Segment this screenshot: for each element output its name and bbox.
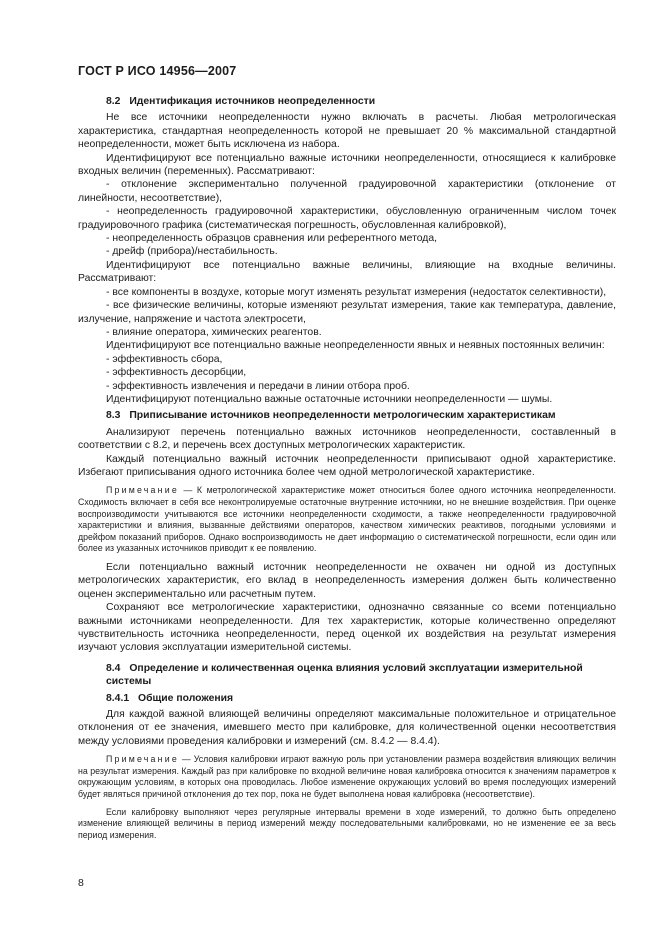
list-item: - дрейф (прибора)/нестабильность. bbox=[106, 246, 278, 258]
list-item: - влияние оператора, химических реагентов. bbox=[106, 326, 322, 338]
paragraph: Анализируют перечень потенциально важных источников неопределенности, составленный в соответствии с 8.2, и перечень всех доступных метрологических характеристик. bbox=[78, 426, 616, 452]
paragraph: Если потенциально важный источник неопределенности не охвачен ни одной из доступных метрологических характеристик, его вклад в неопределенность измерения должен быть количественно оценен экспериментально или расчетным путем. bbox=[78, 561, 616, 600]
page-header: ГОСТ Р ИСО 14956—2007 bbox=[78, 64, 237, 78]
note-continuation: Если калибровку выполняют через регулярные интервалы времени в ходе измерений, то должно быть определено изменение влияющей величины в период измерений между последовательными калибровками, но не изменение ее за весь период измерения. bbox=[78, 806, 616, 840]
paragraph: Идентифицируют все потенциально важные величины, влияющие на входные величины. Рассматривают: bbox=[78, 259, 616, 285]
list-item: - эффективность извлечения и передачи в линии отбора проб. bbox=[106, 380, 410, 392]
list-item: - отклонение экспериментально полученной градуировочной характеристики (отклонение от линейности, несоответствие), bbox=[78, 179, 616, 204]
paragraph: Идентифицируют все потенциально важные источники неопределенности, относящиеся к калибровке входных величин (переменных). Рассматривают: bbox=[78, 152, 616, 178]
paragraph: Для каждой важной влияющей величины определяют максимальные положительное и отрицательное отклонения от ее значения, имевшего место при калибровке, для количественной оценки несоответствия между условиями проведения калибровки и измерений (см. 8.4.2 — 8.4.4). bbox=[78, 709, 616, 747]
note: Примечание — Условия калибровки играют важную роль при установлении размера воздействия влияющих величин на результат измерения. Каждый раз при калибровке по входной величине новая калибровка относится к значениям параметров к окружающим условиям, в которых она проводилась. Любое изменение окружающих условий во время последующих измерений будет являться причиной отклонения до тех пор, пока не будет выполнена новая калибровка (несоответствие). bbox=[78, 754, 616, 799]
list-item: - все компоненты в воздухе, которые могут изменять результат измерения (недостаток селективности), bbox=[106, 286, 607, 298]
list-item: - неопределенность образцов сравнения или референтного метода, bbox=[106, 233, 437, 245]
paragraph: Не все источники неопределенности нужно включать в расчеты. Любая метрологическая характеристика, стандартная неопределенность которой не превышает 20 % максимальной стандартной неопределенности, может быть исключена из набора. bbox=[78, 112, 616, 151]
note: Примечание — К метрологической характеристике может относиться более одного источника неопределенности. Сходимость включает в себя все неконтролируемые остаточные внутренние источники, но не внешние воздействия. При оценке воспроизводимости учитываются все источники неопределенности сходимости, а также неопределенности градуировочной характеристики и влияния, вызванные действиями операторов, качеством химических реактивов, погодными условиями и дрейфом показаний приборов. Однако воспроизводимость не дает информацию о систематической погрешности, если один или более из указанных источников приводит к ее появлению. bbox=[78, 485, 616, 554]
section-heading-8-3: 8.3 Приписывание источников неопределенности метрологическим характеристикам bbox=[106, 410, 556, 422]
paragraph: Идентифицируют все потенциально важные неопределенности явных и неявных постоянных величин: bbox=[106, 340, 605, 352]
section-heading-8-2: 8.2 Идентификация источников неопределенности bbox=[106, 96, 376, 107]
page-number: 8 bbox=[78, 877, 84, 889]
list-item: - эффективность сбора, bbox=[106, 353, 223, 365]
list-item: - эффективность десорбции, bbox=[106, 367, 247, 379]
list-item: - неопределенность градуировочной характеристики, обусловленную ограниченным числом точек градуировочного графика (систематическая погрешность, обусловленная калибровкой), bbox=[78, 206, 616, 231]
subsection-heading-8-4-1: 8.4.1 Общие положения bbox=[106, 692, 234, 704]
paragraph: Сохраняют все метрологические характеристики, однозначно связанные со всеми потенциально важными источниками неопределенности. Для тех характеристик, которые количественно определяют чувствительность источника неопределенности, перед оценкой их воздействия на результат измерения изучают условия эксплуатации измерительной системы. bbox=[78, 602, 616, 654]
section-heading-8-4: 8.4 Определение и количественная оценка влияния условий эксплуатации измерительной системы bbox=[106, 662, 583, 688]
document-body bbox=[78, 92, 616, 841]
list-item: - все физические величины, которые изменяют результат измерения, такие как температура, давление, излучение, напряжение и частота электросети, bbox=[78, 300, 616, 325]
paragraph: Каждый потенциально важный источник неопределенности приписывают одной характеристике. Избегают приписывания одного источника более чем одной метрологической характеристике. bbox=[78, 453, 616, 478]
paragraph: Идентифицируют потенциально важные остаточные источники неопределенности — шумы. bbox=[106, 393, 553, 405]
